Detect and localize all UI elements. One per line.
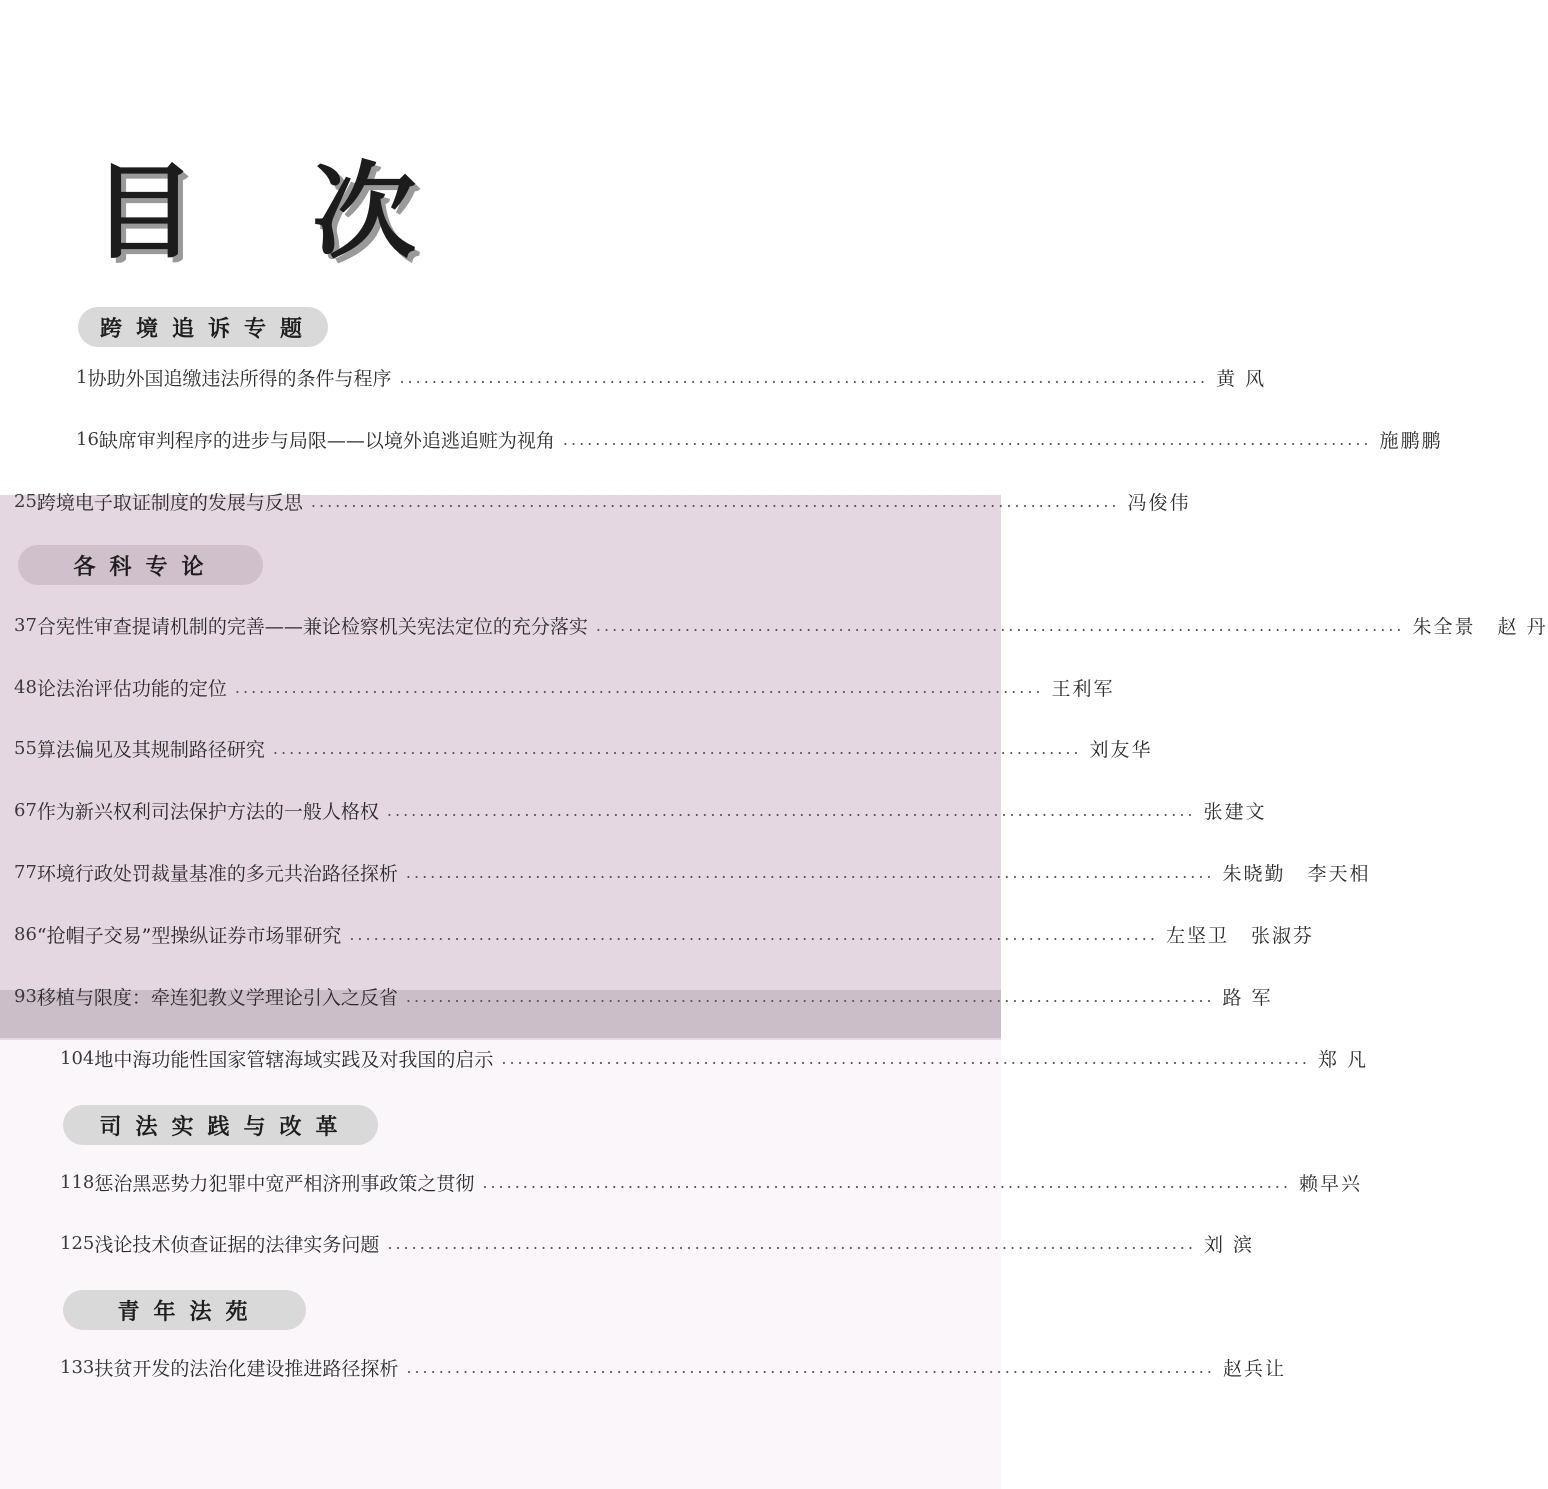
- entry-page: 67: [14, 799, 37, 821]
- leader-dots: ....................................................................................................: [234, 677, 1044, 697]
- entry-page: 16: [76, 428, 99, 450]
- entry-author: 王利军: [1051, 677, 1115, 700]
- toc-entry[interactable]: [14, 795, 1267, 825]
- section-heading-judicial-practice: 司法实践与改革: [63, 1105, 378, 1145]
- entry-title: 惩治黑恶势力犯罪中宽严相济刑事政策之贯彻: [94, 1172, 475, 1195]
- entry-author: 左坚卫: [1165, 924, 1229, 947]
- entry-page: 118: [60, 1171, 95, 1193]
- entry-title: 作为新兴权利司法保护方法的一般人格权: [36, 800, 379, 823]
- page-title: 目 次: [92, 151, 457, 273]
- entry-author: 朱全景: [1412, 615, 1476, 638]
- leader-dots: ....................................................................................................: [386, 800, 1196, 820]
- entry-title: 扶贫开发的法治化建设推进路径探析: [94, 1357, 399, 1380]
- entry-author: 赵兵让: [1222, 1357, 1286, 1380]
- entry-author: 郑 凡: [1317, 1048, 1369, 1071]
- leader-dots: ....................................................................................................: [349, 924, 1158, 944]
- toc-entry[interactable]: [76, 424, 1443, 454]
- entry-author: 张建文: [1203, 800, 1267, 823]
- leader-dots: ....................................................................................................: [272, 738, 1082, 758]
- toc-entry[interactable]: [60, 1043, 1369, 1073]
- entry-title: 移植与限度：牵连犯教义学理论引入之反省: [36, 986, 398, 1009]
- entry-page: 48: [14, 676, 37, 698]
- toc-entry[interactable]: [14, 610, 1548, 640]
- entry-page: 77: [14, 861, 37, 883]
- entry-title: 算法偏见及其规制路径研究: [36, 738, 265, 761]
- entry-title: 地中海功能性国家管辖海域实践及对我国的启示: [94, 1048, 494, 1071]
- entry-title: 合宪性审查提请机制的完善——兼论检察机关宪法定位的充分落实: [36, 615, 588, 638]
- section-heading-cross-border: 跨境追诉专题: [78, 307, 328, 347]
- leader-dots: ....................................................................................................: [405, 862, 1215, 882]
- entry-title: 跨境电子取证制度的发展与反思: [36, 491, 303, 514]
- toc-entry[interactable]: [60, 1352, 1286, 1382]
- toc-entry[interactable]: [60, 1228, 1255, 1258]
- entry-author: 路 军: [1222, 986, 1273, 1009]
- entry-page: 104: [60, 1047, 95, 1069]
- entry-page: 133: [60, 1356, 95, 1378]
- entry-title: 浅论技术侦查证据的法律实务问题: [94, 1233, 380, 1256]
- entry-author: 朱晓勤: [1222, 862, 1286, 885]
- entry-title: “抢帽子交易”型操纵证券市场罪研究: [36, 924, 342, 947]
- entry-author: 刘友华: [1089, 738, 1153, 761]
- leader-dots: ....................................................................................................: [406, 1357, 1215, 1377]
- entry-page: 37: [14, 614, 37, 636]
- entry-title: 论法治评估功能的定位: [36, 677, 227, 700]
- toc-entry[interactable]: [14, 981, 1273, 1011]
- entry-author: 施鹏鹏: [1379, 429, 1443, 452]
- entry-author: 刘 滨: [1203, 1233, 1255, 1256]
- leader-dots: ....................................................................................................: [595, 615, 1405, 635]
- entry-author-second: 张淑芬: [1250, 924, 1314, 947]
- toc-entry[interactable]: [14, 857, 1371, 887]
- entry-author: 冯俊伟: [1127, 491, 1191, 514]
- leader-dots: ....................................................................................................: [399, 367, 1209, 387]
- entry-page: 93: [14, 985, 37, 1007]
- toc-entry[interactable]: [14, 733, 1153, 763]
- entry-author-second: 李天相: [1307, 862, 1371, 885]
- leader-dots: ....................................................................................................: [387, 1233, 1196, 1253]
- leader-dots: ....................................................................................................: [562, 429, 1372, 449]
- entry-page: 55: [14, 737, 37, 759]
- toc-entry[interactable]: [14, 919, 1314, 949]
- section-heading-youth-forum: 青年法苑: [63, 1290, 306, 1330]
- section-heading-specialized-topics: 各科专论: [18, 545, 263, 585]
- toc-entry[interactable]: [60, 1167, 1362, 1197]
- toc-entry[interactable]: [76, 362, 1267, 392]
- leader-dots: ....................................................................................................: [501, 1048, 1310, 1068]
- toc-entry[interactable]: [14, 672, 1115, 702]
- leader-dots: ....................................................................................................: [405, 986, 1215, 1006]
- entry-page: 25: [14, 490, 37, 512]
- entry-title: 协助外国追缴违法所得的条件与程序: [87, 367, 392, 390]
- entry-author: 黄 风: [1216, 367, 1267, 390]
- entry-author-second: 赵 丹: [1497, 615, 1548, 638]
- entry-title: 缺席审判程序的进步与局限——以境外追逃追赃为视角: [98, 429, 555, 452]
- entry-author: 赖早兴: [1298, 1172, 1362, 1195]
- entry-page: 1: [76, 366, 88, 388]
- entry-page: 125: [60, 1232, 95, 1254]
- entry-title: 环境行政处罚裁量基准的多元共治路径探析: [36, 862, 398, 885]
- leader-dots: ....................................................................................................: [482, 1172, 1291, 1192]
- entry-page: 86: [14, 923, 37, 945]
- toc-entry[interactable]: [14, 486, 1191, 516]
- leader-dots: ....................................................................................................: [310, 491, 1120, 511]
